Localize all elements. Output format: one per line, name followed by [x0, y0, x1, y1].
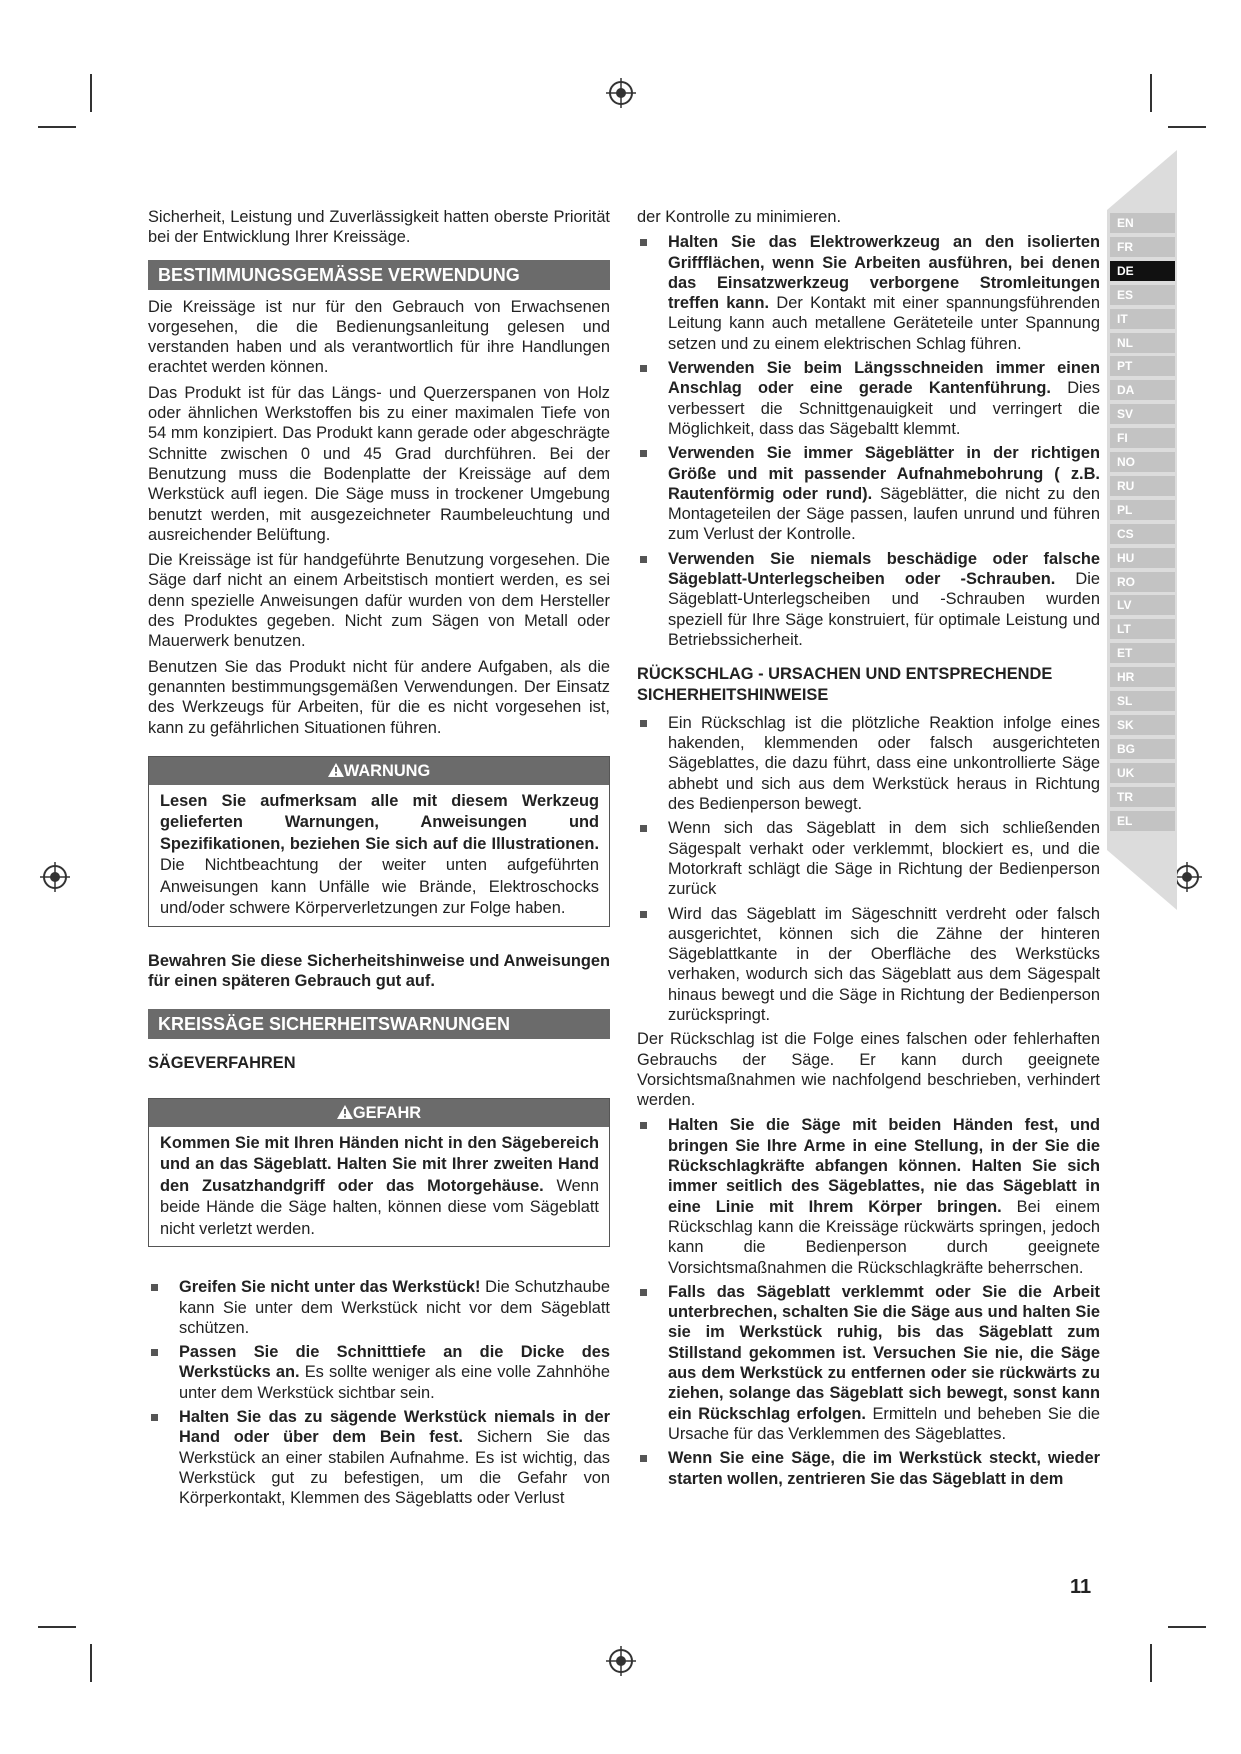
list-item-bold: Verwenden Sie beim Längsschneiden immer einen Anschlag oder eine gerade Kantenführung. — [668, 359, 1100, 398]
warning-box-title — [149, 757, 609, 785]
crop-mark — [1168, 126, 1206, 128]
list-item — [148, 1277, 610, 1338]
language-tab-lv[interactable]: LV — [1110, 595, 1175, 615]
paragraph: Der Rückschlag ist die Folge eines falschen oder fehlerhaften Gebrauchs der Säge. Er kann durch geeignete Vorsichtsmaßnahmen wie nachfolgend beschrieben, verhindert werden. — [637, 1030, 1100, 1110]
continued-text: der Kontrolle zu minimieren. — [637, 208, 842, 226]
list-item-text: Die Schutzhaube kann Sie unter dem Werkstück nicht vor dem Sägeblatt schützen. — [179, 1278, 611, 1337]
language-tab-pl[interactable]: PL — [1110, 500, 1175, 520]
list-item — [637, 549, 1100, 650]
intro-text: Sicherheit, Leistung und Zuverlässigkeit hatten oberste Priorität bei der Entwicklung Ihrer Kreissäge. — [148, 208, 610, 247]
warning-text: Die Nichtbeachtung der weiter unten aufgeführten Anweisungen kann Unfälle wie Brände, Elektroschocks und/oder schwere Körperverletzungen zur Folge haben. — [160, 856, 599, 918]
crop-mark — [90, 74, 92, 112]
page-number: 11 — [1070, 1576, 1092, 1598]
language-tab-lt[interactable]: LT — [1110, 619, 1175, 639]
list-item — [637, 1448, 1100, 1489]
warning-triangle-icon — [328, 763, 344, 777]
crop-mark — [1150, 74, 1152, 112]
warning-triangle-icon — [337, 1105, 353, 1119]
danger-box — [148, 1098, 610, 1248]
language-tab-en[interactable]: EN — [1110, 213, 1175, 233]
registration-mark-icon — [606, 1646, 636, 1676]
list-item: Ein Rückschlag ist die plötzliche Reaktion infolge eines hakenden, klemmenden oder falsch ausgerichteten Sägeblattes, die dazu führt, dass eine unkontrollierte Säge abhebt und sich aus dem Werkstück heraus in Richtung des Bedienperson bewegt. — [637, 713, 1100, 814]
subsection-heading: SÄGEVERFAHREN — [148, 1054, 296, 1073]
language-tab-no[interactable]: NO — [1110, 452, 1175, 472]
section-heading: BESTIMMUNGSGEMÄSSE VERWENDUNG — [148, 260, 610, 290]
language-tab-hu[interactable]: HU — [1110, 548, 1175, 568]
list-item-bold: Falls das Sägeblatt verklemmt oder Sie die Arbeit unterbrechen, schalten Sie die Säge aus und halten Sie sie im Werkstück ruhig, bis das Sägeblatt zum Stillstand gekommen ist. Versuchen Sie nie, die Säge aus dem Werkstück zu entfernen oder sie rückwärts zu ziehen, solange das Sägeblatt sich bewegt, sonst kann ein Rückschlag erfolgen. — [668, 1282, 1100, 1423]
crop-mark — [90, 1644, 92, 1682]
keep-instructions-note: Bewahren Sie diese Sicherheitshinweise und Anweisungen für einen späteren Gebrauch gut auf. — [148, 951, 610, 991]
list-item — [637, 232, 1100, 354]
list-item-text: Die Sägeblatt-Unterlegscheiben und -Schrauben wurden speziell für Ihre Säge konstruiert, für optimale Leistung und Betriebssicherheit. — [668, 570, 1100, 649]
paragraph: Die Kreissäge ist nur für den Gebrauch von Erwachsenen vorgesehen, die die Bedienungsanleitung gelesen und verstanden haben und als verantwortlich für ihre Handlungen erachtet werden können. — [148, 297, 610, 377]
language-tab-hr[interactable]: HR — [1110, 667, 1175, 687]
list-item — [148, 1342, 610, 1403]
list-item: Wenn sich das Sägeblatt in dem sich schließenden Sägespalt verhakt oder verklemmt, blockiert es, und die Motorkraft schlägt die Säge in Richtung der Bedienperson zurück — [637, 818, 1100, 899]
registration-mark-icon — [40, 862, 70, 892]
list-item-bold: Halten Sie das Elektrowerkzeug an den isolierten Griffflächen, wenn Sie Arbeiten ausführen, bei denen das Einsatzwerkzeug verborgene Stromleitungen treffen kann. — [668, 233, 1100, 313]
danger-text: Wenn beide Hände die Säge halten, können diese vom Sägeblatt nicht verletzt werden. — [160, 1176, 599, 1238]
warning-box — [148, 756, 610, 927]
language-tab-ro[interactable]: RO — [1110, 572, 1175, 592]
warning-bold-text: Lesen Sie aufmerksam alle mit diesem Werkzeug gelieferten Warnungen, Anweisungen und Spezifikationen, beziehen Sie sich auf die Illustrationen. — [160, 791, 599, 853]
crop-mark — [1168, 1626, 1206, 1628]
list-item — [637, 1282, 1100, 1444]
list-item-text: Dies verbessert die Schnittgenauigkeit und verringert die Möglichkeit, dass das Sägebaltt klemmt. — [668, 379, 1100, 438]
language-tab-de[interactable]: DE — [1110, 261, 1175, 281]
list-item-bold: Greifen Sie nicht unter das Werkstück! — [179, 1278, 481, 1297]
danger-label: GEFAHR — [352, 1103, 422, 1122]
list-item-bold: Halten Sie das zu sägende Werkstück niemals in der Hand oder über dem Bein fest. — [179, 1408, 610, 1447]
language-tab-uk[interactable]: UK — [1110, 763, 1175, 783]
kickback-heading: RÜCKSCHLAG - URSACHEN UND ENTSPRECHENDE SICHERHEITSHINWEISE — [637, 665, 1053, 704]
list-item-bold: Verwenden Sie immer Sägeblätter in der richtigen Größe und mit passender Aufnahmebohrung ( z.B. Rautenförmig oder rund). — [668, 444, 1100, 503]
list-item-text: Bei einem Rückschlag kann die Kreissäge rückwärts springen, jedoch kann die Bedienperson durch geeignete Vorsichtsmaßnahmen die Rückschlagkräfte beherrschen. — [668, 1197, 1100, 1277]
right-column — [637, 207, 1100, 1493]
list-item-text: Es sollte weniger als eine volle Zahnhöhe unter dem Werkstück sichtbar sein. — [179, 1363, 611, 1402]
language-tab-da[interactable]: DA — [1110, 380, 1175, 400]
list-item — [637, 1115, 1100, 1277]
list-item-bold: Wenn Sie eine Säge, die im Werkstück steckt, wieder starten wollen, zentrieren Sie das Sägeblatt in dem — [668, 1449, 1100, 1488]
language-tab-ru[interactable]: RU — [1110, 476, 1175, 496]
list-item — [148, 1407, 610, 1508]
language-tab-et[interactable]: ET — [1110, 643, 1175, 663]
warning-label: WARNUNG — [343, 761, 431, 780]
language-tab-fr[interactable]: FR — [1110, 237, 1175, 257]
language-tab-sv[interactable]: SV — [1110, 404, 1175, 424]
language-tab-el[interactable]: EL — [1110, 811, 1175, 831]
section-heading: KREISSÄGE SICHERHEITSWARNUNGEN — [148, 1009, 610, 1039]
list-item — [637, 443, 1100, 544]
list-item-text: Sichern Sie das Werkstück an einer stabilen Aufnahme. Es ist wichtig, das Werkstück gut zu befestigen, um die Gefahr von Körperkontakt, Klemmen des Sägeblatts oder Verlust — [179, 1428, 610, 1508]
list-item: Wird das Sägeblatt im Sägeschnitt verdreht oder falsch ausgerichtet, können sich die Zähne der hinteren Sägeblattkante in der Oberfläche des Werkstücks verhaken, wodurch sich das Sägeblatt aus dem Sägespalt hinaus bewegt und die Säge in Richtung der Bedienperson zurückspringt. — [637, 904, 1100, 1026]
list-item-text: Ermitteln und beheben Sie die Ursache für das Verklemmen des Sägeblattes. — [668, 1404, 1101, 1443]
language-tab-pt[interactable]: PT — [1110, 356, 1175, 376]
crop-mark — [38, 126, 76, 128]
paragraph: Das Produkt ist für das Längs- und Querzerspanen von Holz oder ähnlichen Werkstoffen bis zu einer maximalen Tiefe von 54 mm konzipiert. Das Produkt kann gerade oder abgeschrägte Schnitte zwischen 0 und 45 Grad durchführen. Bei der Benutzung muss die Bodenplatte der Kreissäge auf dem Werkstück aufl iegen. Die Säge muss in trockener Umgebung benutzt werden, mit ausgezeichneter Raumbeleuchtung und ausreichender Belüftung. — [148, 383, 610, 544]
list-item-bold: Passen Sie die Schnitttiefe an die Dicke des Werkstücks an. — [179, 1343, 610, 1382]
list-item-text: Sägeblätter, die nicht zu den Montageteilen der Säge passen, laufen unrund und führen zum Verlust der Kontrolle. — [668, 484, 1101, 544]
language-tab-bg[interactable]: BG — [1110, 739, 1175, 759]
language-tab-sl[interactable]: SL — [1110, 691, 1175, 711]
list-item-bold: Halten Sie die Säge mit beiden Händen fest, und bringen Sie Ihre Arme in eine Stellung, in der Sie die Rückschlagkräfte abfangen können. Halten Sie sich immer seitlich des Sägeblattes, nie das Sägeblatt in eine Linie mit Ihrem Körper bringen. — [668, 1116, 1100, 1216]
language-tab-cs[interactable]: CS — [1110, 524, 1175, 544]
bullet-list — [148, 1277, 610, 1508]
list-item-bold: Verwenden Sie niemals beschädige oder falsche Sägeblatt-Unterlegscheiben oder -Schrauben. — [668, 549, 1100, 589]
crop-mark — [38, 1626, 76, 1628]
language-tab-it[interactable]: IT — [1110, 309, 1175, 329]
language-tab-nl[interactable]: NL — [1110, 333, 1175, 353]
crop-mark — [1150, 1644, 1152, 1682]
list-item — [637, 358, 1100, 439]
warning-box-body — [149, 785, 609, 926]
list-item-text: Der Kontakt mit einer spannungsführenden Leitung kann auch metallene Geräteteile unter Spannung setzen und zu einem elektrischen Schlag führen. — [668, 294, 1100, 353]
language-tab-es[interactable]: ES — [1110, 285, 1175, 305]
danger-box-body — [149, 1127, 609, 1247]
paragraph: Benutzen Sie das Produkt nicht für andere Aufgaben, als die genannten bestimmungsgemäßen Verwendungen. Der Einsatz des Werkzeugs für Arbeiten, für die es nicht vorgesehen ist, kann zu gefährlichen Situationen führen. — [148, 657, 610, 737]
danger-box-title — [149, 1099, 609, 1127]
language-tab-fi[interactable]: FI — [1110, 428, 1175, 448]
language-tab-sk[interactable]: SK — [1110, 715, 1175, 735]
paragraph: Die Kreissäge ist für handgeführte Benutzung vorgesehen. Die Säge darf nicht an einem Arbeitstisch montiert werden, es sei denn spezielle Anweisungen dafür wurden von dem Hersteller des Produktes gegeben. Nicht zum Sägen von Metall oder Mauerwerk benutzen. — [148, 551, 610, 651]
danger-bold-text: Kommen Sie mit Ihren Händen nicht in den Sägebereich und an das Sägeblatt. Halten Sie mit Ihrer zweiten Hand den Zusatzhandgriff oder das Motorgehäuse. — [160, 1133, 599, 1195]
language-tab-tr[interactable]: TR — [1110, 787, 1175, 807]
registration-mark-icon — [606, 78, 636, 108]
left-column — [148, 207, 610, 1512]
